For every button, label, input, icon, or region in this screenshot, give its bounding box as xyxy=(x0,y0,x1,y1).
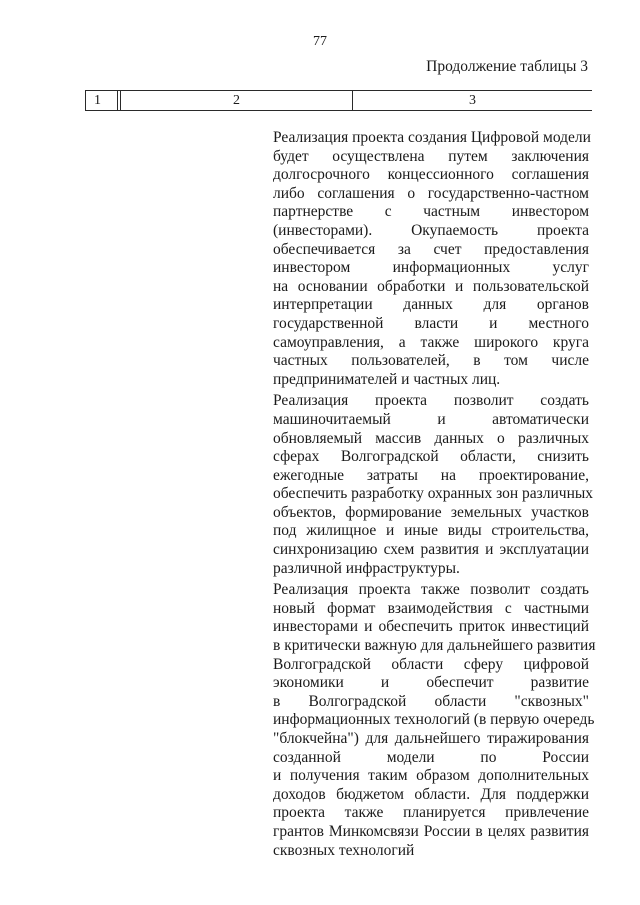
text-line: Реализация проекта создания Цифровой модели xyxy=(273,129,591,146)
text-line: ежегодные затраты на проектирование, xyxy=(273,466,589,484)
text-line: доходов бюджетом области. Для поддержки xyxy=(273,785,589,803)
text-line: будет осуществлена путем заключения xyxy=(273,147,589,165)
text-line: предпринимателей и частных лиц. xyxy=(273,370,501,388)
text-line: инвесторами и обеспечить приток инвестиций xyxy=(273,618,589,636)
page-number: 77 xyxy=(313,34,327,49)
text-line: экономики и обеспечит развитие xyxy=(273,674,589,692)
text-paragraph xyxy=(273,129,589,389)
text-paragraph xyxy=(273,581,596,860)
text-line: интерпретации данных для органов xyxy=(273,296,589,314)
text-line: "блокчейна") для дальнейшего тиражирования xyxy=(273,730,589,747)
text-line: сферах Волгоградской области, снизить xyxy=(273,448,589,466)
text-line: новый формат взаимодействия с частными xyxy=(273,599,589,617)
text-line: Волгоградской области сферу цифровой xyxy=(273,655,589,673)
text-line: на основании обработки и пользовательской xyxy=(273,277,589,295)
text-line: различной инфраструктуры. xyxy=(273,559,460,577)
text-line: созданной модели по России xyxy=(273,748,589,766)
column-3-header: 3 xyxy=(469,93,476,108)
text-line: синхронизацию схем развития и эксплуатации xyxy=(273,541,589,559)
text-line: объектов, формирование земельных участков xyxy=(273,503,589,521)
text-line: обеспечивается за счет предоставления xyxy=(273,240,589,258)
text-line: партнерстве с частным инвестором xyxy=(273,203,589,221)
text-line: частных пользователей, в том числе xyxy=(273,352,589,370)
text-line: информационных технологий (в первую очередь xyxy=(273,711,595,729)
text-line: инвестором информационных услуг xyxy=(273,259,589,277)
text-line: обновляемый массив данных о различных xyxy=(273,429,589,447)
text-line: грантов Минкомсвязи России в целях развития xyxy=(273,822,589,840)
text-line: либо соглашения о государственно-частном xyxy=(273,184,589,202)
text-line: сквозных технологий xyxy=(273,841,415,859)
text-line: в Волгоградской области "сквозных" xyxy=(273,692,589,710)
column-2-header: 2 xyxy=(121,91,353,110)
column-1-number: 1 xyxy=(94,93,101,108)
table-header-row xyxy=(85,90,592,111)
text-line: проекта также планируется привлечение xyxy=(273,804,589,822)
table-continuation-caption: Продолжение таблицы 3 xyxy=(426,58,588,75)
text-line: в критически важную для дальнейшего развития xyxy=(273,637,596,655)
text-line: Реализация проекта также позволит создать xyxy=(273,581,589,599)
text-line: Реализация проекта позволит создать xyxy=(273,392,589,410)
text-line: долгосрочного концессионного соглашения xyxy=(273,166,589,184)
text-line: государственной власти и местного xyxy=(273,314,589,332)
text-line: (инвесторами). Окупаемость проекта xyxy=(273,221,589,239)
text-line: обеспечить разработку охранных зон различных xyxy=(273,485,594,503)
column-3-content xyxy=(273,129,596,860)
text-line: самоуправления, а также широкого круга xyxy=(273,333,589,351)
text-line: под жилищное и иные виды строительства, xyxy=(273,522,589,540)
column-1-header xyxy=(85,91,118,110)
text-paragraph xyxy=(273,392,594,578)
text-line: машиночитаемый и автоматически xyxy=(273,410,589,428)
text-line: и получения таким образом дополнительных xyxy=(273,767,589,785)
